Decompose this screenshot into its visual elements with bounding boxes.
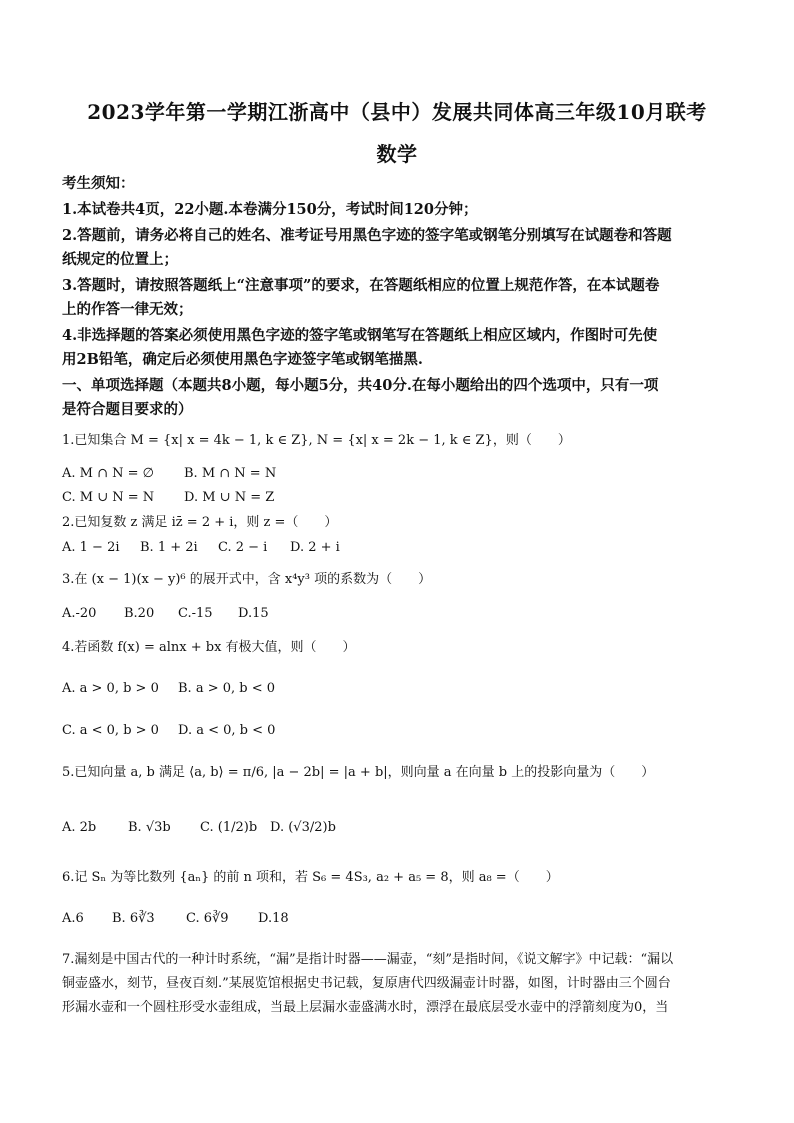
notice-heading: 考生须知： [62,175,135,192]
q4-option-d: D. a < 0, b < 0 [178,723,276,738]
notice-item: 上的作答一律无效； [62,301,193,318]
notice-item: 1.本试卷共4页，22小题.本卷满分150分，考试时间120分钟； [62,201,478,218]
q6-option-b: B. 6∛3 [112,911,155,926]
q3-option-c: C.-15 [178,606,213,621]
q1-option-a: A. M ∩ N = ∅ [62,466,154,481]
q6-option-c: C. 6∛9 [186,911,229,926]
q2-option-b: B. 1 + 2i [140,540,198,555]
question-2-stem: 2.已知复数 z 满足 iz̄ = 2 + i，则 z =（ ） [62,515,338,530]
q4-option-a: A. a > 0, b > 0 [62,681,159,696]
q6-option-a: A.6 [62,911,84,926]
q5-option-b: B. √3b [128,820,171,835]
question-6-stem: 6.记 Sₙ 为等比数列 {aₙ} 的前 n 项和，若 S₆ = 4S₃, a₂ + a₅ = 8，则 a₈ =（ ） [62,870,559,885]
question-1-stem: 1.已知集合 M = {x| x = 4k − 1, k ∈ Z}, N = {x| x = 2k − 1, k ∈ Z}，则（ ） [62,433,571,448]
notice-item: 用2B铅笔，确定后必须使用黑色字迹签字笔或钢笔描黑. [62,351,423,368]
notice-item: 3.答题时，请按照答题纸上“注意事项”的要求，在答题纸相应的位置上规范作答，在本试题卷 [62,277,660,294]
q1-option-d: D. M ∪ N = Z [184,490,275,505]
q2-option-d: D. 2 + i [290,540,340,555]
notice-item: 4.非选择题的答案必须使用黑色字迹的签字笔或钢笔写在答题纸上相应区域内，作图时可先使 [62,327,658,344]
q6-option-d: D.18 [258,911,289,926]
q1-option-c: C. M ∪ N = N [62,490,155,505]
question-7-line: 7.漏刻是中国古代的一种计时系统，“漏”是指计时器——漏壶，“刻”是指时间，《说文解字》中记载：“漏以 [62,952,674,967]
q3-option-d: D.15 [238,606,269,621]
q3-option-b: B.20 [124,606,155,621]
notice-item: 纸规定的位置上； [62,251,178,268]
q4-option-c: C. a < 0, b > 0 [62,723,159,738]
q1-option-b: B. M ∩ N = N [184,466,277,481]
q5-option-a: A. 2b [62,820,97,835]
section-heading: 一、单项选择题（本题共8小题，每小题5分，共40分.在每小题给出的四个选项中，只有一项 [62,377,659,394]
q4-option-b: B. a > 0, b < 0 [178,681,276,696]
q3-option-a: A.-20 [62,606,97,621]
q2-option-a: A. 1 − 2i [62,540,120,555]
section-heading: 是符合题目要求的） [62,401,193,418]
q5-option-c: C. (1/2)b [200,820,258,835]
question-5-stem: 5.已知向量 a, b 满足 ⟨a, b⟩ = π/6, |a − 2b| = |a + b|，则向量 a 在向量 b 上的投影向量为（ ） [62,765,655,780]
question-7-line: 铜壶盛水，刻节，昼夜百刻.”某展览馆根据史书记载，复原唐代四级漏壶计时器，如图，计时器由三个圆台 [62,976,671,991]
question-7-line: 形漏水壶和一个圆柱形受水壶组成，当最上层漏水壶盛满水时，漂浮在最底层受水壶中的浮箭刻度为0，当 [62,1000,669,1015]
question-3-stem: 3.在 (x − 1)(x − y)⁶ 的展开式中，含 x⁴y³ 项的系数为（ ） [62,572,432,587]
notice-item: 2.答题前，请务必将自己的姓名、准考证号用黑色字迹的签字笔或钢笔分别填写在试题卷和答题 [62,227,672,244]
q2-option-c: C. 2 − i [218,540,268,555]
q5-option-d: D. (√3/2)b [270,820,336,835]
question-4-stem: 4.若函数 f(x) = alnx + bx 有极大值，则（ ） [62,640,356,655]
subject-title: 数学 [376,142,418,166]
exam-title: 2023学年第一学期江浙高中（县中）发展共同体高三年级10月联考 [87,100,707,124]
